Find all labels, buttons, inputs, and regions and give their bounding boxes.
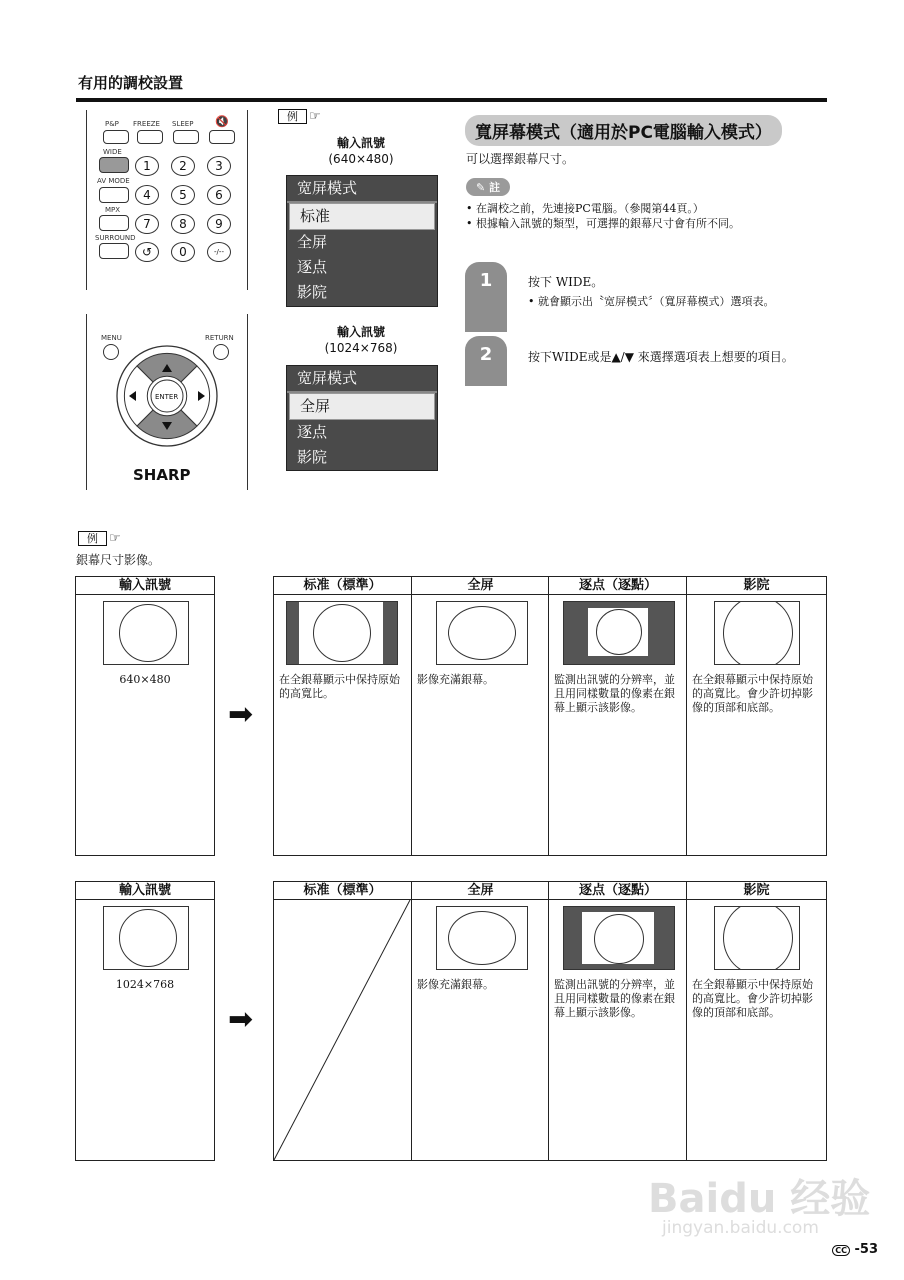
watermark-logo: Baidu 经验 bbox=[648, 1176, 871, 1222]
table1-col-cinema bbox=[686, 577, 826, 855]
table2-col-dotbydot bbox=[548, 882, 687, 1160]
header-rule bbox=[76, 98, 827, 102]
table1-input-col bbox=[75, 576, 215, 856]
screen-standard bbox=[286, 601, 398, 665]
osd1-title: 宽屏模式 bbox=[287, 176, 437, 203]
osd2-signal-resolution: (1024×768) bbox=[324, 341, 398, 355]
table2-text-cinema: 在全銀幕顯示中保持原始的高寬比。會少許切掉影像的頂部和底部。 bbox=[692, 978, 813, 1019]
table2-input-screen bbox=[103, 906, 189, 970]
step-1-badge: 1 bbox=[465, 262, 507, 332]
example-tag bbox=[278, 109, 321, 124]
screen-full bbox=[436, 601, 528, 665]
pointing-hand-icon: ☞ bbox=[309, 109, 321, 124]
num-3-button: 3 bbox=[207, 156, 231, 176]
example-tag-2 bbox=[78, 531, 121, 546]
freeze-label: FREEZE bbox=[133, 120, 160, 128]
num-9-button: 9 bbox=[207, 214, 231, 234]
step-1-text: 按下 WIDE。 bbox=[528, 275, 604, 289]
table1-header-dotbydot: 逐点（逐點） bbox=[549, 577, 687, 595]
section-subtitle: 可以選擇銀幕尺寸。 bbox=[466, 152, 575, 166]
not-available-slash bbox=[274, 900, 411, 1160]
table2-header-cinema: 影院 bbox=[687, 882, 826, 900]
osd2-item-dotbydot: 逐点 bbox=[297, 423, 328, 441]
page-number-value: 53 bbox=[859, 1242, 878, 1257]
table2-col-standard bbox=[274, 882, 411, 1160]
table1-text-standard: 在全銀幕顯示中保持原始的高寬比。 bbox=[279, 673, 400, 700]
table2-col-cinema bbox=[686, 882, 826, 1160]
num-2-button: 2 bbox=[171, 156, 195, 176]
table1-text-dotbydot: 監測出訊號的分辨率，並且用同樣數量的像素在銀幕上顯示該影像。 bbox=[554, 673, 675, 714]
osd1-item-dotbydot: 逐点 bbox=[297, 258, 328, 276]
table1-text-full: 影像充滿銀幕。 bbox=[417, 673, 494, 686]
osd1-signal-resolution: (640×480) bbox=[328, 152, 394, 166]
table2-header-standard: 标准（標準） bbox=[274, 882, 411, 900]
return-label: RETURN bbox=[205, 334, 234, 342]
table1-text-cinema: 在全銀幕顯示中保持原始的高寬比。會少許切掉影像的頂部和底部。 bbox=[692, 673, 813, 714]
table1-input-header: 輸入訊號 bbox=[76, 577, 214, 595]
step-2-badge: 2 bbox=[465, 336, 507, 386]
table1-modes bbox=[273, 576, 827, 856]
osd1-item-cinema: 影院 bbox=[297, 283, 328, 301]
table1-header-full: 全屏 bbox=[412, 577, 549, 595]
pp-button bbox=[103, 130, 129, 144]
num-5-button: 5 bbox=[171, 185, 195, 205]
osd2-item-cinema: 影院 bbox=[297, 448, 328, 466]
table1-input-screen bbox=[103, 601, 189, 665]
table2-text-full: 影像充滿銀幕。 bbox=[417, 978, 494, 991]
note-label: 註 bbox=[489, 181, 501, 194]
note-text-1: 在調校之前，先連接PC電腦。（參閱第44頁。） bbox=[476, 202, 704, 215]
mpx-label: MPX bbox=[105, 206, 121, 214]
pp-label: P&P bbox=[105, 120, 119, 128]
mute-icon: 🔇 bbox=[215, 115, 229, 128]
note-bullet-1: • 在調校之前，先連接PC電腦。（參閱第44頁。） bbox=[466, 202, 704, 215]
screen-cinema bbox=[714, 601, 800, 665]
osd-menu-1024 bbox=[286, 365, 438, 471]
remote-bottom-illustration bbox=[86, 314, 248, 490]
wide-button bbox=[99, 157, 129, 173]
num-8-button: 8 bbox=[171, 214, 195, 234]
example-caption: 銀幕尺寸影像。 bbox=[76, 553, 161, 567]
table1-header-cinema: 影院 bbox=[687, 577, 826, 595]
brand-logo: SHARP bbox=[133, 466, 191, 484]
mpx-button bbox=[99, 215, 129, 231]
section-title: 寬屏幕模式（適用於PC電腦輸入模式） bbox=[465, 115, 782, 146]
osd-menu-640 bbox=[286, 175, 438, 307]
note-bullet-2: • 根據輸入訊號的類型，可選擇的銀幕尺寸會有所不同。 bbox=[466, 217, 740, 230]
osd2-signal-title: 輸入訊號 bbox=[336, 325, 385, 339]
arrow-right-icon-2: ➡ bbox=[228, 1002, 254, 1037]
table2-modes bbox=[273, 881, 827, 1161]
osd1-item-full: 全屏 bbox=[297, 233, 328, 251]
enter-label: ENTER bbox=[155, 393, 179, 401]
watermark-url: jingyan.baidu.com bbox=[662, 1218, 819, 1238]
mute-button bbox=[209, 130, 235, 144]
language-badge: CC bbox=[832, 1245, 850, 1256]
table2-col-full bbox=[411, 882, 549, 1160]
page-number: CC -53 bbox=[832, 1242, 878, 1257]
flashback-button: ↺ bbox=[135, 242, 159, 262]
osd2-item-full: 全屏 bbox=[289, 393, 435, 420]
num-0-button: 0 bbox=[171, 242, 195, 262]
wide-label: WIDE bbox=[103, 148, 122, 156]
surround-button bbox=[99, 243, 129, 259]
table2-header-dotbydot: 逐点（逐點） bbox=[549, 882, 687, 900]
digit-mode-button: -/-- bbox=[207, 242, 231, 262]
pencil-icon: ✎ bbox=[476, 181, 486, 194]
table1-input-res: 640×480 bbox=[119, 673, 171, 686]
av-mode-button bbox=[99, 187, 129, 203]
pointing-hand-icon-2: ☞ bbox=[109, 531, 121, 546]
freeze-button bbox=[137, 130, 163, 144]
table2-input-header: 輸入訊號 bbox=[76, 882, 214, 900]
num-4-button: 4 bbox=[135, 185, 159, 205]
osd2-title: 宽屏模式 bbox=[287, 366, 437, 393]
osd1-signal-label bbox=[286, 135, 436, 167]
note-badge bbox=[466, 178, 510, 196]
table1-col-full bbox=[411, 577, 549, 855]
sleep-button bbox=[173, 130, 199, 144]
arrow-right-icon: ➡ bbox=[228, 697, 254, 732]
num-6-button: 6 bbox=[207, 185, 231, 205]
table1-col-standard bbox=[274, 577, 411, 855]
table2-header-full: 全屏 bbox=[412, 882, 549, 900]
step-1-bullet-text: 就會顯示出〝宽屏模式〞（寬屏幕模式）選項表。 bbox=[538, 295, 775, 308]
table2-input-res: 1024×768 bbox=[115, 978, 175, 991]
note-text-2: 根據輸入訊號的類型，可選擇的銀幕尺寸會有所不同。 bbox=[476, 217, 740, 230]
screen-dotbydot bbox=[563, 601, 675, 665]
example-label: 例 bbox=[278, 109, 307, 124]
sleep-label: SLEEP bbox=[172, 120, 194, 128]
osd2-signal-label bbox=[286, 324, 436, 356]
remote-top-illustration bbox=[86, 110, 248, 290]
table2-text-dotbydot: 監測出訊號的分辨率，並且用同樣數量的像素在銀幕上顯示該影像。 bbox=[554, 978, 675, 1019]
osd1-item-standard: 标准 bbox=[289, 203, 435, 230]
av-mode-label: AV MODE bbox=[97, 177, 130, 185]
table1-header-standard: 标准（標準） bbox=[274, 577, 411, 595]
page-header-title: 有用的調校設置 bbox=[78, 74, 184, 92]
menu-label: MENU bbox=[101, 334, 122, 342]
osd1-signal-title: 輸入訊號 bbox=[336, 136, 385, 150]
example-label-2: 例 bbox=[78, 531, 107, 546]
num-7-button: 7 bbox=[135, 214, 159, 234]
step-2-text: 按下WIDE或是▲/▼ 來選擇選項表上想要的項目。 bbox=[528, 350, 794, 364]
input-circle bbox=[119, 604, 177, 662]
table2-input-col bbox=[75, 881, 215, 1161]
num-1-button: 1 bbox=[135, 156, 159, 176]
surround-label: SURROUND bbox=[95, 234, 136, 242]
step-1-bullet: • 就會顯示出〝宽屏模式〞（寬屏幕模式）選項表。 bbox=[528, 295, 775, 308]
table1-col-dotbydot bbox=[548, 577, 687, 855]
